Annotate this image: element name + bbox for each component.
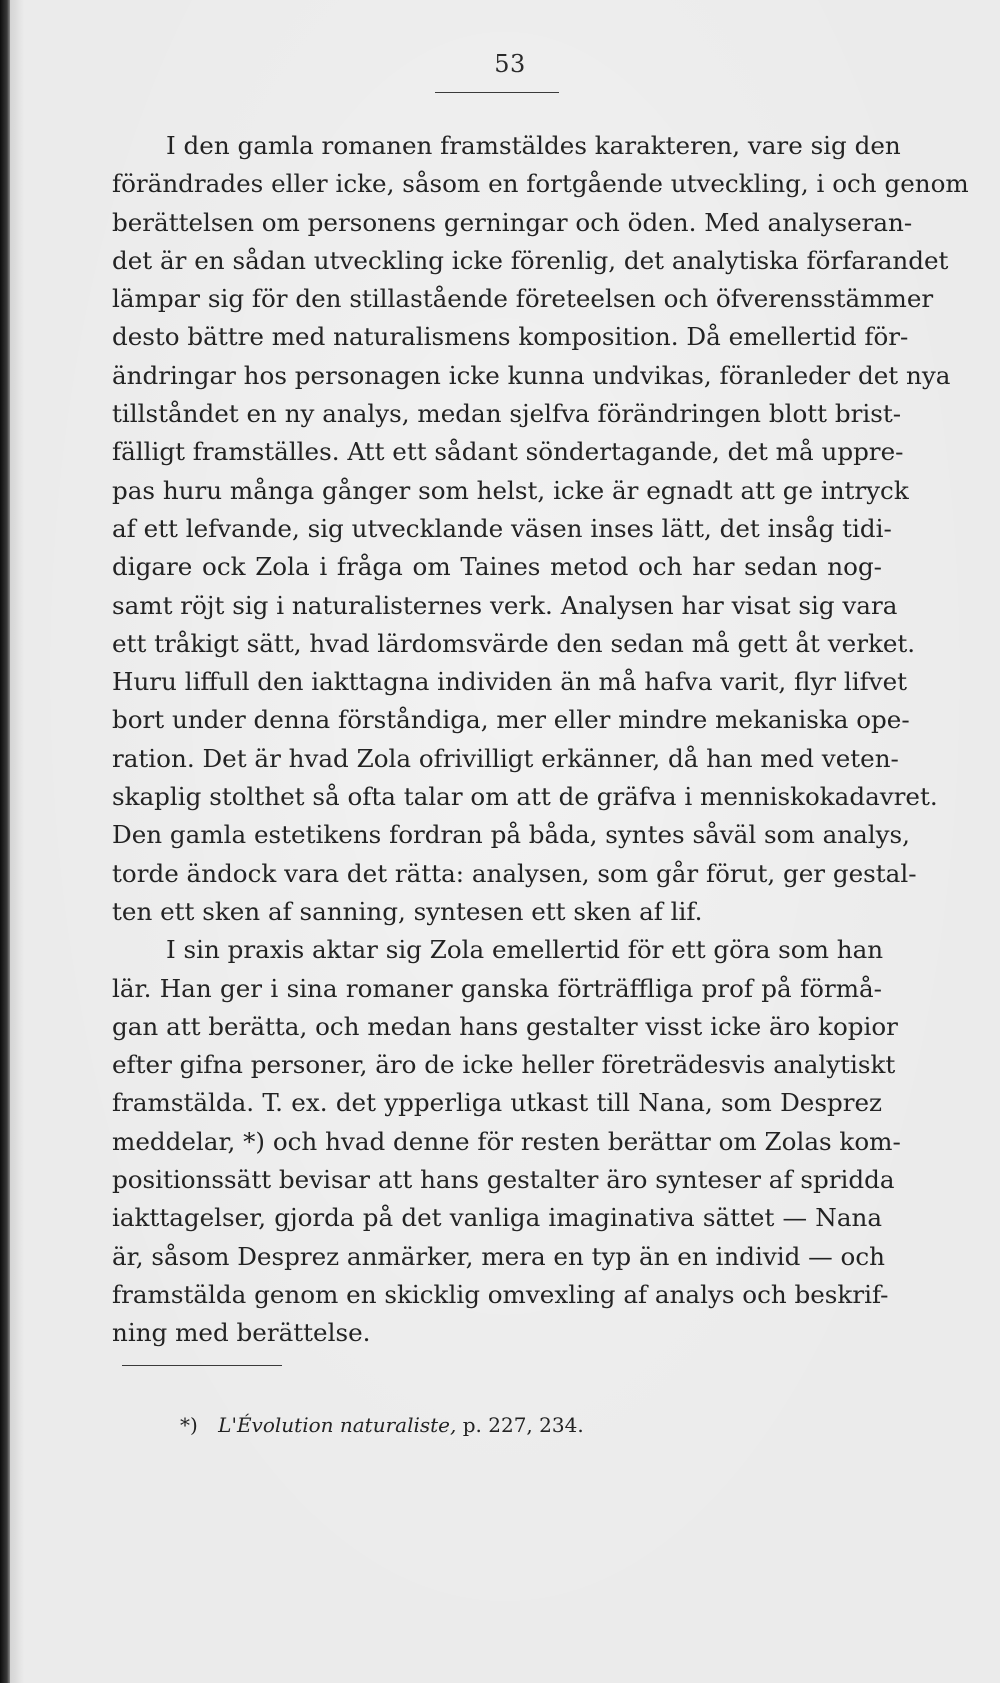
text-line: berättelsen om personens gerningar och öden. Med analyseran- [112,207,913,237]
text-line: I den gamla romanen framstäldes karakteren, vare sig den [166,131,901,160]
text-line: det är en sådan utveckling icke förenlig, det analytiska förfarandet [112,245,949,275]
text-line: meddelar, *) och hvad denne för resten berättar om Zolas kom- [112,1126,901,1156]
text-line: positionssätt bevisar att hans gestalter äro synteser af spridda [112,1165,895,1195]
text-line: af ett lefvande, sig utvecklande väsen inses lätt, det insåg tidi- [112,513,892,543]
body-text [112,127,969,1353]
text-line: förändrades eller icke, såsom en fortgående utveckling, i och genom [112,169,969,199]
text-line: lämpar sig för den stillastående företeelsen och öfverensstämmer [112,284,934,314]
text-line: efter gifna personer, äro de icke heller företrädesvis analytiskt [112,1050,896,1080]
text-line: ning med berättelse. [112,1318,371,1348]
text-line: lär. Han ger i sina romaner ganska förträffliga prof på förmå- [112,973,882,1003]
text-line: torde ändock vara det rätta: analysen, som går förut, ger gestal- [112,858,917,888]
text-line: I sin praxis aktar sig Zola emellertid för ett göra som han [166,935,884,965]
text-line: desto bättre med naturalismens komposition. Då emellertid för- [112,322,909,352]
text-line: iakttagelser, gjorda på det vanliga imaginativa sättet — Nana [112,1203,882,1233]
footnote-mark: *) [180,1413,198,1437]
footnote-rule [122,1365,282,1366]
text-line: skaplig stolthet så ofta talar om att de gräfva i menniskokadavret. [112,782,938,812]
text-line: tillståndet en ny analys, medan sjelfva förändringen blott brist- [112,399,902,429]
footnote-pages: p. 227, 234. [462,1413,584,1437]
text-line: ett tråkigt sätt, hvad lärdomsvärde den sedan må gett åt verket. [112,628,916,658]
text-line: gan att berätta, och medan hans gestalter visst icke äro kopior [112,1011,898,1041]
footnote [180,1413,584,1437]
text-line: pas huru många gånger som helst, icke är egnadt att ge intryck [112,475,909,505]
text-line: ten ett sken af sanning, syntesen ett sken af lif. [112,896,703,926]
text-line: Den gamla estetikens fordran på båda, syntes såväl som analys, [112,820,910,850]
text-line: digare ock Zola i fråga om Taines metod och har sedan nog- [112,552,882,582]
header-rule [435,92,559,93]
text-line: ration. Det är hvad Zola ofrivilligt erkänner, då han med veten- [112,743,899,773]
text-line: fälligt framställes. Att ett sådant söndertagande, det må uppre- [112,437,904,467]
page-number: 53 [494,50,526,78]
text-line: ändringar hos personagen icke kunna undvikas, föranleder det nya [112,360,951,390]
text-line: samt röjt sig i naturalisternes verk. Analysen har visat sig vara [112,590,898,620]
footnote-title: L'Évolution naturaliste, [218,1413,457,1437]
text-line: bort under denna förståndiga, mer eller mindre mekaniska ope- [112,705,910,735]
book-page [10,0,1000,1683]
text-line: framstälda genom en skicklig omvexling af analys och beskrif- [112,1279,889,1309]
text-line: är, såsom Desprez anmärker, mera en typ än en individ — och [112,1241,885,1271]
scan-page-edge [0,0,10,1683]
text-line: framstälda. T. ex. det ypperliga utkast till Nana, som Desprez [112,1088,882,1118]
text-line: Huru liffull den iakttagna individen än må hafva varit, flyr lifvet [112,667,908,697]
